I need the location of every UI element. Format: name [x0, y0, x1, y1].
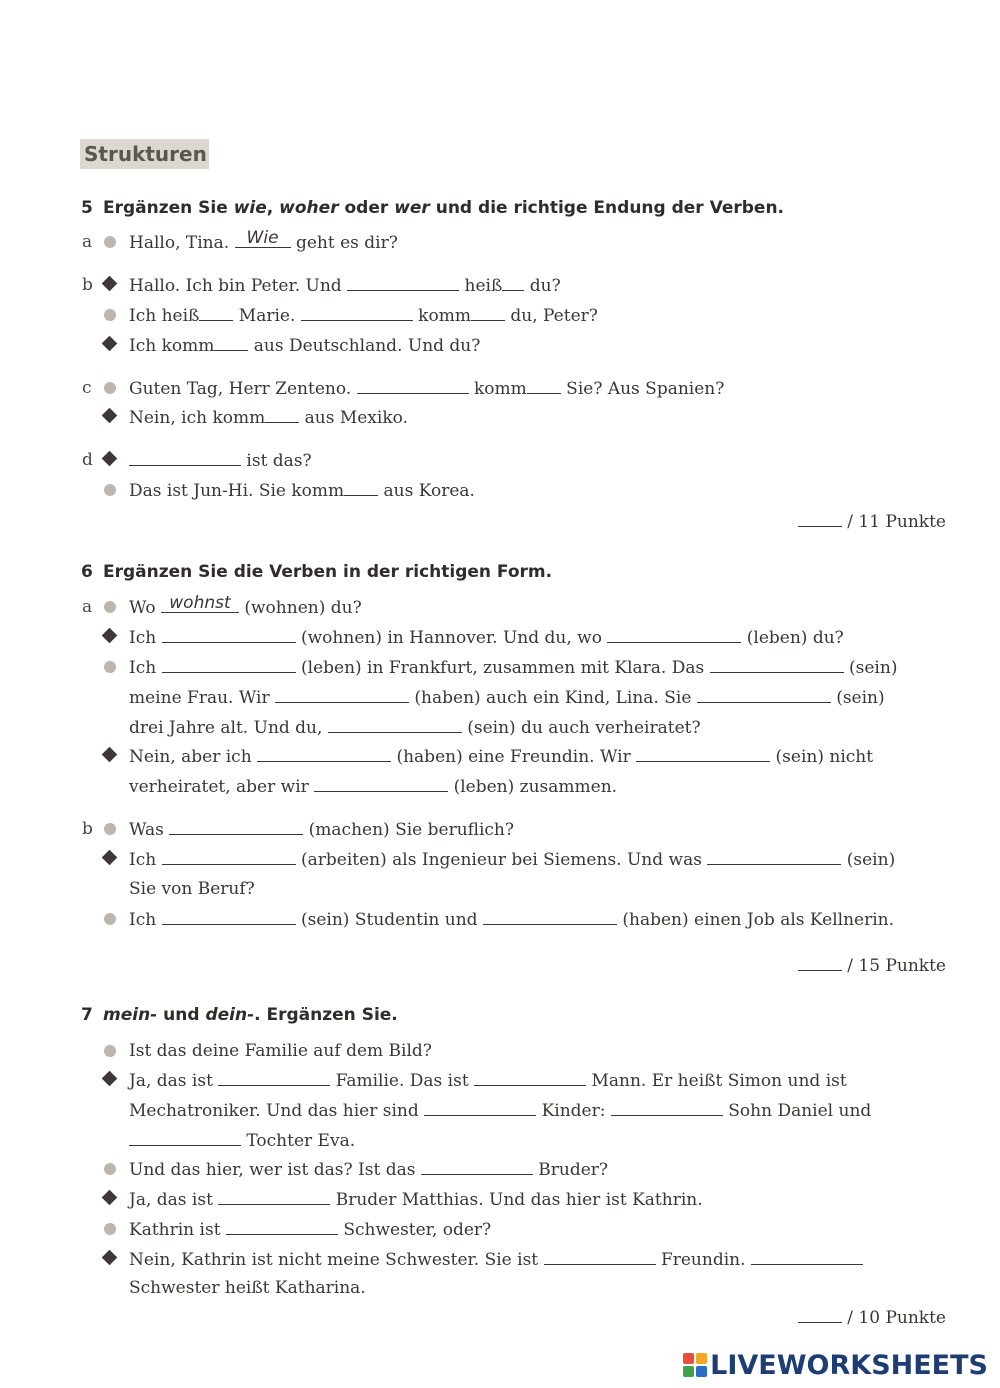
dialogue-line: Ist das deine Familie auf dem Bild? — [0, 1039, 1000, 1063]
ending-blank[interactable] — [344, 478, 378, 496]
answer-blank[interactable] — [162, 625, 296, 643]
answer-blank[interactable] — [707, 847, 841, 865]
speaker-diamond-icon — [102, 408, 118, 424]
logo-text: LIVEWORKSHEETS — [710, 1350, 988, 1381]
score-blank[interactable] — [798, 1305, 842, 1323]
speaker-diamond-icon — [102, 336, 118, 352]
speaker-diamond-icon — [102, 1071, 118, 1087]
item-letter: b — [82, 819, 93, 839]
dialogue-line: c Guten Tag, Herr Zenteno. komm Sie? Aus Spanien? — [82, 378, 725, 399]
speaker-circle-icon — [104, 823, 116, 835]
answer-blank[interactable] — [218, 1187, 330, 1205]
score-line: / 11 Punkte — [798, 509, 946, 533]
dialogue-line: verheiratet, aber wir (leben) zusammen. — [0, 774, 1000, 798]
speaker-circle-icon — [104, 661, 116, 673]
handwritten-answer: wohnst — [169, 593, 231, 613]
answer-blank[interactable] — [257, 744, 391, 762]
speaker-diamond-icon — [102, 747, 118, 763]
answer-blank[interactable] — [636, 744, 770, 762]
answer-blank[interactable] — [169, 817, 303, 835]
dialogue-line: Ich (sein) Studentin und (haben) einen Job als Kellnerin. — [0, 907, 1000, 931]
answer-blank[interactable] — [314, 774, 448, 792]
dialogue-line: Und das hier, wer ist das? Ist das Bruder? — [0, 1157, 1000, 1181]
speaker-diamond-icon — [102, 1250, 118, 1266]
answer-blank[interactable] — [129, 1128, 241, 1146]
exercise-7-title: 7 mein- und dein-. Ergänzen Sie. — [81, 1005, 398, 1025]
speaker-circle-icon — [104, 309, 116, 321]
dialogue-line: Ja, das ist Familie. Das ist Mann. Er heißt Simon und ist — [0, 1068, 1000, 1092]
logo-mark-icon — [683, 1353, 707, 1377]
dialogue-line: Ich (arbeiten) als Ingenieur bei Siemens. Und was (sein) — [0, 847, 1000, 871]
answer-blank[interactable] — [162, 907, 296, 925]
answer-blank[interactable] — [710, 655, 844, 673]
answer-blank[interactable] — [162, 847, 296, 865]
dialogue-line: Das ist Jun-Hi. Sie komm aus Korea. — [0, 478, 1000, 502]
dialogue-line: Ja, das ist Bruder Matthias. Und das hier ist Kathrin. — [0, 1187, 1000, 1211]
item-letter: a — [82, 232, 93, 252]
speaker-circle-icon — [104, 601, 116, 613]
dialogue-line: Nein, Kathrin ist nicht meine Schwester. Sie ist Freundin. — [0, 1247, 1000, 1271]
dialogue-line: Sie von Beruf? — [129, 879, 255, 899]
dialogue-line: b Hallo. Ich bin Peter. Und heiß du? — [82, 275, 561, 296]
ending-blank[interactable] — [199, 303, 233, 321]
answer-blank[interactable] — [347, 273, 459, 291]
speaker-circle-icon — [104, 382, 116, 394]
speaker-circle-icon — [104, 1163, 116, 1175]
handwritten-answer: Wie — [246, 228, 279, 248]
dialogue-line: Mechatroniker. Und das hier sind Kinder: Sohn Daniel und — [0, 1098, 1000, 1122]
section-header: Strukturen — [80, 139, 209, 169]
ending-blank[interactable] — [471, 303, 505, 321]
answer-blank[interactable] — [483, 907, 617, 925]
answer-blank[interactable] — [301, 303, 413, 321]
speaker-diamond-icon — [102, 276, 118, 292]
answer-blank[interactable] — [162, 655, 296, 673]
answer-blank[interactable] — [474, 1068, 586, 1086]
item-letter: c — [82, 378, 92, 398]
score-line: / 15 Punkte — [798, 953, 946, 977]
speaker-diamond-icon — [102, 1190, 118, 1206]
dialogue-line: d ist das? — [82, 450, 312, 471]
dialogue-line: a Hallo, Tina. Wie geht es dir? — [82, 228, 398, 253]
score-line: / 10 Punkte — [798, 1305, 946, 1329]
dialogue-line: Ich komm aus Deutschland. Und du? — [0, 333, 1000, 357]
item-letter: b — [82, 275, 93, 295]
ending-blank[interactable] — [214, 333, 248, 351]
dialogue-line: meine Frau. Wir (haben) auch ein Kind, Lina. Sie (sein) — [0, 685, 1000, 709]
dialogue-line: Tochter Eva. — [0, 1128, 1000, 1152]
speaker-diamond-icon — [102, 451, 118, 467]
answer-blank[interactable] — [275, 685, 409, 703]
answer-blank[interactable] — [544, 1247, 656, 1265]
answer-blank[interactable] — [226, 1217, 338, 1235]
speaker-diamond-icon — [102, 628, 118, 644]
speaker-circle-icon — [104, 1045, 116, 1057]
ending-blank[interactable] — [265, 405, 299, 423]
answer-blank[interactable] — [235, 230, 291, 248]
answer-blank[interactable] — [161, 595, 239, 613]
liveworksheets-logo[interactable] — [683, 1350, 988, 1382]
speaker-circle-icon — [104, 1223, 116, 1235]
item-letter: a — [82, 597, 93, 617]
dialogue-line: Ich heiß Marie. komm du, Peter? — [0, 303, 1000, 327]
speaker-circle-icon — [104, 913, 116, 925]
answer-blank[interactable] — [697, 685, 831, 703]
exercise-number: 6 — [81, 562, 93, 582]
dialogue-line: b Was (machen) Sie beruflich? — [82, 819, 514, 840]
answer-blank[interactable] — [328, 715, 462, 733]
item-letter: d — [82, 450, 93, 470]
exercise-6-title: 6 Ergänzen Sie die Verben in der richtigen Form. — [81, 562, 553, 582]
answer-blank[interactable] — [751, 1247, 863, 1265]
exercise-number: 5 — [81, 198, 93, 218]
answer-blank[interactable] — [424, 1098, 536, 1116]
score-blank[interactable] — [798, 509, 842, 527]
dialogue-line: Kathrin ist Schwester, oder? — [0, 1217, 1000, 1241]
score-blank[interactable] — [798, 953, 842, 971]
answer-blank[interactable] — [129, 448, 241, 466]
dialogue-line: a Wo wohnst (wohnen) du? — [82, 593, 362, 618]
speaker-diamond-icon — [102, 850, 118, 866]
exercise-5-title: 5 Ergänzen Sie wie, woher oder wer und die richtige Endung der Verben. — [81, 198, 785, 218]
answer-blank[interactable] — [357, 376, 469, 394]
exercise-number: 7 — [81, 1005, 93, 1025]
answer-blank[interactable] — [607, 625, 741, 643]
dialogue-line: Nein, aber ich (haben) eine Freundin. Wir (sein) nicht — [0, 744, 1000, 768]
dialogue-line: Ich (wohnen) in Hannover. Und du, wo (leben) du? — [0, 625, 1000, 649]
answer-blank[interactable] — [218, 1068, 330, 1086]
speaker-circle-icon — [104, 484, 116, 496]
answer-blank[interactable] — [611, 1098, 723, 1116]
answer-blank[interactable] — [421, 1157, 533, 1175]
dialogue-line: Schwester heißt Katharina. — [129, 1278, 366, 1298]
dialogue-line: Nein, ich komm aus Mexiko. — [0, 405, 1000, 429]
ending-blank[interactable] — [502, 273, 524, 291]
speaker-circle-icon — [104, 236, 116, 248]
ending-blank[interactable] — [527, 376, 561, 394]
dialogue-line: Ich (leben) in Frankfurt, zusammen mit Klara. Das (sein) — [0, 655, 1000, 679]
dialogue-line: drei Jahre alt. Und du, (sein) du auch verheiratet? — [0, 715, 1000, 739]
